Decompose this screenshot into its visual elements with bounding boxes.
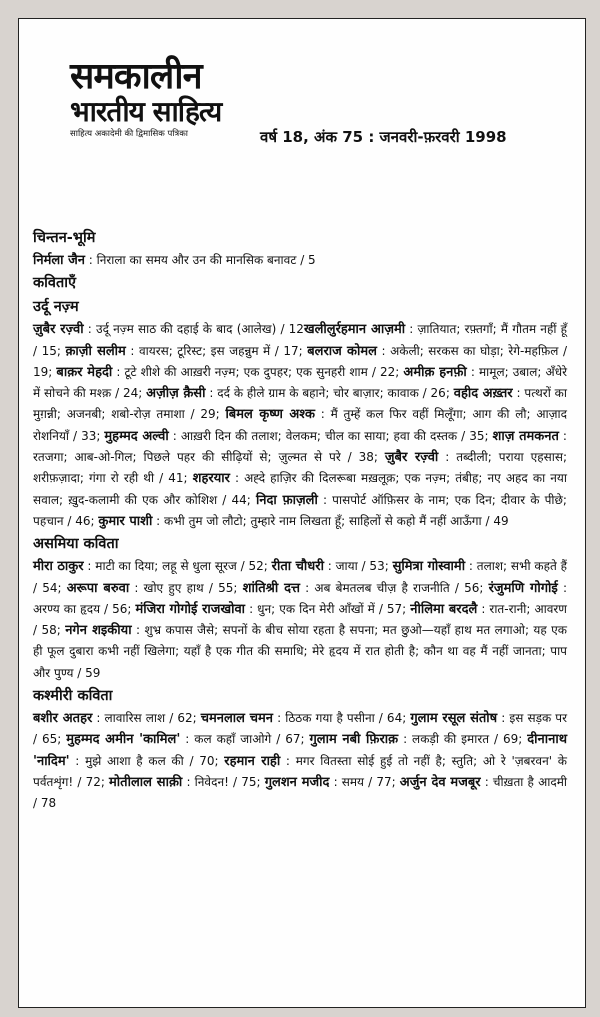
entry-titles: : कभी तुम जो लौटो; तुम्हारे नाम लिखता हूँ; साहिलों से कहो मैं नहीं आऊँगा / 49 [152,513,509,528]
poet-name: बशीर अतहर [33,711,93,727]
section-entries [33,556,567,684]
entry-titles: : ठिठक गया है पसीना / 64; [273,711,411,726]
poet-name: मंजिरा गोगोई राजखोवा [135,601,246,617]
entry-titles: : टूटे शीशे की आख़री नज़्म; एक दुपहर; एक सुनहरी शाम / 22; [112,364,404,379]
entry-titles: : चीख़ता है आदमी / 78 [33,774,567,811]
poet-name: वहीद अख़्तर [453,386,513,402]
entry-titles: : खोए हुए हाथ / 55; [129,580,243,595]
poet-name: अज़ीज़ क़ैसी [146,386,206,402]
poet-name: बिमल कृष्ण अश्क [225,407,316,423]
masthead-tagline: साहित्य अकादेमी की द्विमासिक पत्रिका [70,129,188,139]
poet-name: अर्जुन देव मजबूर [399,774,481,790]
poet-name: ज़ुबैर रज़्वी [384,450,439,466]
poet-name: सुमित्रा गोस्वामी [392,559,466,575]
masthead-title-line2: भारतीय साहित्य [70,95,222,128]
section-entries [33,250,567,271]
entry-titles: : मगर वितस्ता सोई हुई तो नहीं है; स्तुति; ओ रे 'ज़बरवन' के पर्वतशृंग! / 72; [33,753,567,789]
entry-titles: : आख़री दिन की तलाश; वेलकम; चील का साया; हवा की दस्तक / 35; [168,428,493,443]
section-heading-asamiya-kavita: असमिया कविता [33,536,119,553]
section-heading-kavitaen: कविताएँ [33,275,76,292]
poet-name: रहमान राही [224,753,281,769]
poet-name: मोतीलाल साक़ी [109,774,183,790]
poet-name: दीनानाथ 'नादिम' [33,732,568,769]
entry-titles: : धुन; एक दिन मेरी आँखों में / 57; [245,601,411,616]
entry-titles: : लावारिस लाश / 62; [92,711,201,726]
entry-titles: : उर्दू नज़्म साठ की दहाई के बाद (आलेख) / 12 [83,322,304,337]
entry-titles: : मैं तुम्हें कल फिर वहीं मिलूँगा; आग की लौ; आज़ाद रोशनियाँ / 33; [33,407,567,443]
poet-name: चमनलाल चमन [200,711,274,727]
poet-name: क़ाज़ी सलीम [65,343,126,359]
poet-name: खलीलुर्रहमान आज़मी [303,322,406,338]
magazine-masthead [70,58,240,140]
entry-titles: : तलाश; सभी कहते हैं / 54; [33,559,568,595]
poet-name: मुहम्मद अल्वी [104,428,169,444]
entry-titles: : अकेली; सरकस का घोड़ा; रेगे-महफ़िल / 19; [33,343,568,379]
poet-name: मुहम्मद अमीन 'कामिल' [66,732,181,748]
section-entries [33,708,567,814]
entry-titles: : रतजगा; आब-ओ-गिल; पिछले पहर की सीढ़ियों से; ज़ुल्मत से परे / 38; [33,428,567,465]
entry-titles: : इस सड़क पर / 65; [33,711,568,747]
section-heading-kashmiri-kavita: कश्मीरी कविता [33,688,113,705]
entry-titles: : मामूल; उबाल; अँधेरे में सोचने की मश्क़ / 24; [33,364,567,401]
poet-name: गुलाम रसूल संतोष [410,711,498,727]
entry-titles: : शुभ्र कपास जैसे; सपनों के बीच सोया रहता है सपना; मत छुओ—यहाँ हाथ मत लगाओ; यह एक ही फूल दुबारा कभी नहीं खिलेगा; यहाँ है एक गीत की समाधि; मेरे हृदय में रात होती है; कौन था वह मैं नहीं जानता; पाप और पुण्य / 59 [33,623,568,680]
poet-name: मीरा ठाकुर [33,559,84,575]
poet-name: नगेन शइकीया [65,623,132,639]
table-of-contents [33,226,567,815]
entry-titles: : माटी का दिया; लहू से धुला सूरज / 52; [83,559,272,574]
entry-titles: : अह्दे हाज़िर की दिलरूबा मख़लूक़; एक नज़्म; तंबीह; नए अहद का नया सवाल; ख़ुद-कलामी की एक और कोशिश / 44; [33,471,567,507]
entry-titles: : जाया / 53; [323,559,393,574]
entry-titles: : निराला का समय और उन की मानसिक बनावट / 5 [84,253,316,267]
entry-titles: : लकड़ी की इमारत / 69; [398,732,528,747]
issue-info: वर्ष 18, अंक 75 : जनवरी-फ़रवरी 1998 [260,128,507,146]
poet-name: शाज़ तमकनत [492,428,559,444]
entry-titles: : पासपोर्ट ऑफ़िसर के नाम; एक दिन; दीवार के पीछे; पहचान / 46; [33,492,567,528]
entry-titles: : मुझे आशा है कल की / 70; [69,753,225,768]
poet-name: अमीक़ हनफ़ी [403,364,467,380]
poet-name: रीता चौधरी [271,559,324,575]
poet-name: गुलशन मजीद [264,774,330,790]
entry-titles: : ज़ातियात; रफ़्तगाँ; मैं गौतम नहीं हूँ / 15; [33,322,567,358]
entry-titles: : निवेदन! / 75; [182,774,265,789]
masthead-title-line1: समकालीन [70,56,202,97]
poet-name: गुलाम नबी फ़िराक़ [309,732,399,748]
poet-name: रंजुमणि गोगोई [488,580,558,596]
entry-titles: : समय / 77; [329,774,400,789]
poet-name: बाक़र मेहदी [56,364,113,380]
section-heading-urdu-nazm: उर्दू नज़्म [33,299,79,316]
poet-name: शांतिश्री दत्त [242,580,300,596]
section-heading-chintan-bhoomi: चिन्तन-भूमि [33,230,96,246]
entry-titles: : तब्दीली; पराया एहसास; शरीफ़ज़ादा; गंगा रो रही थी / 41; [33,450,567,486]
section-entries [33,319,567,532]
entry-titles: : पत्थरों का मुग़न्नी; अजनबी; शबो-रोज़ तमाशा / 29; [33,386,567,422]
poet-name: बलराज कोमल [307,343,377,359]
poet-name: शहरयार [192,471,230,487]
entry-titles: : अरण्य का हृदय / 56; [33,580,568,616]
poet-name: नीलिमा बरदलै [410,601,478,617]
entry-titles: : अब बेमतलब चीज़ है राजनीति / 56; [300,580,489,595]
poet-name: निदा फ़ाज़ली [255,492,318,508]
poet-name: निर्मला जैन [33,253,85,268]
entry-titles: : दर्द के हीले ग्राम के बहाने; चोर बाज़ार; कावाक / 26; [205,386,454,401]
poet-name: ज़ुबैर रज़्वी [33,322,84,338]
poet-name: अरूपा बरुवा [66,580,130,596]
entry-titles: : रात-रानी; आवरण / 58; [33,601,567,638]
entry-titles: : वायरस; टूरिस्ट; इस जहन्नुम में / 17; [125,343,308,358]
entry-titles: : कल कहाँ जाओगे / 67; [180,732,310,747]
poet-name: कुमार पाशी [98,513,153,529]
